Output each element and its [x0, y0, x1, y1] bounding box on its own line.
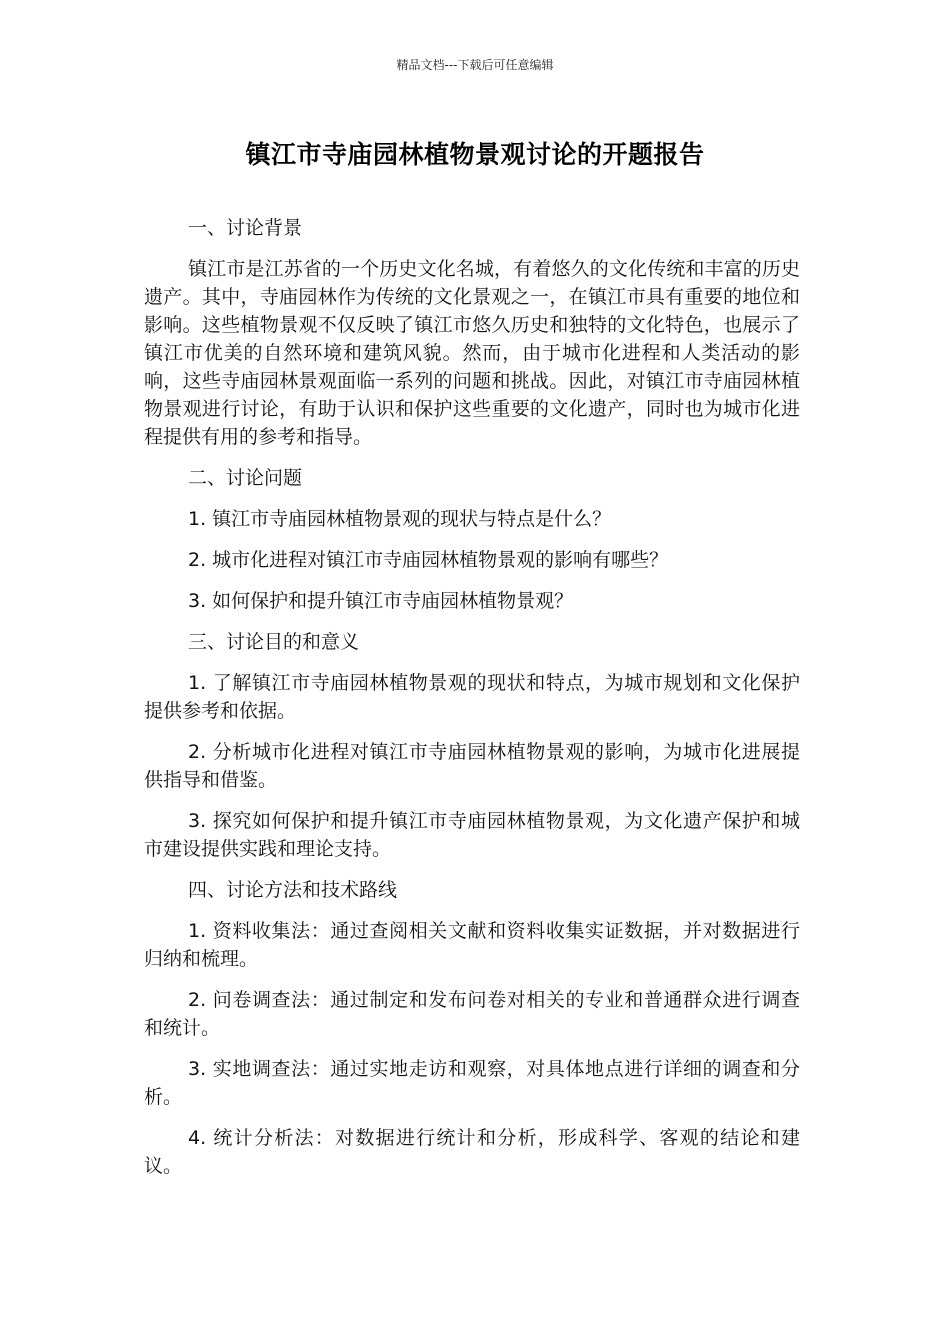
method-item: 1. 资料收集法：通过查阅相关文献和资料收集实证数据，并对数据进行归纳和梳理。	[144, 920, 800, 970]
section-heading-questions: 二、讨论问题	[188, 467, 303, 489]
header-note: 精品文档---下载后可任意编辑	[396, 58, 554, 72]
section-heading-methods: 四、讨论方法和技术路线	[188, 879, 398, 901]
document-body	[144, 214, 800, 1193]
method-item: 3. 实地调查法：通过实地走访和观察，对具体地点进行详细的调查和分析。	[144, 1058, 800, 1108]
section-heading-background: 一、讨论背景	[188, 217, 303, 239]
purpose-item: 2. 分析城市化进程对镇江市寺庙园林植物景观的影响，为城市化进展提供指导和借鉴。	[144, 741, 800, 791]
question-item: 3. 如何保护和提升镇江市寺庙园林植物景观？	[188, 590, 574, 612]
question-item: 2. 城市化进程对镇江市寺庙园林植物景观的影响有哪些？	[188, 549, 669, 571]
method-item: 2. 问卷调查法：通过制定和发布问卷对相关的专业和普通群众进行调查和统计。	[144, 989, 800, 1039]
question-item: 1. 镇江市寺庙园林植物景观的现状与特点是什么？	[188, 508, 612, 530]
document-title: 镇江市寺庙园林植物景观讨论的开题报告	[245, 140, 705, 169]
section-heading-purpose: 三、讨论目的和意义	[188, 631, 360, 653]
background-paragraph: 镇江市是江苏省的一个历史文化名城，有着悠久的文化传统和丰富的历史遗产。其中，寺庙园林作为传统的文化景观之一，在镇江市具有重要的地位和影响。这些植物景观不仅反映了镇江市悠久历史和独特的文化特色，也展示了镇江市优美的自然环境和建筑风貌。然而，由于城市化进程和人类活动的影响，这些寺庙园林景观面临一系列的问题和挑战。因此，对镇江市寺庙园林植物景观进行讨论，有助于认识和保护这些重要的文化遗产，同时也为城市化进程提供有用的参考和指导。	[144, 258, 800, 448]
purpose-item: 1. 了解镇江市寺庙园林植物景观的现状和特点，为城市规划和文化保护提供参考和依据。	[144, 672, 800, 722]
purpose-item: 3. 探究如何保护和提升镇江市寺庙园林植物景观，为文化遗产保护和城市建设提供实践和理论支持。	[144, 810, 800, 860]
method-item: 4. 统计分析法：对数据进行统计和分析，形成科学、客观的结论和建议。	[144, 1127, 800, 1177]
